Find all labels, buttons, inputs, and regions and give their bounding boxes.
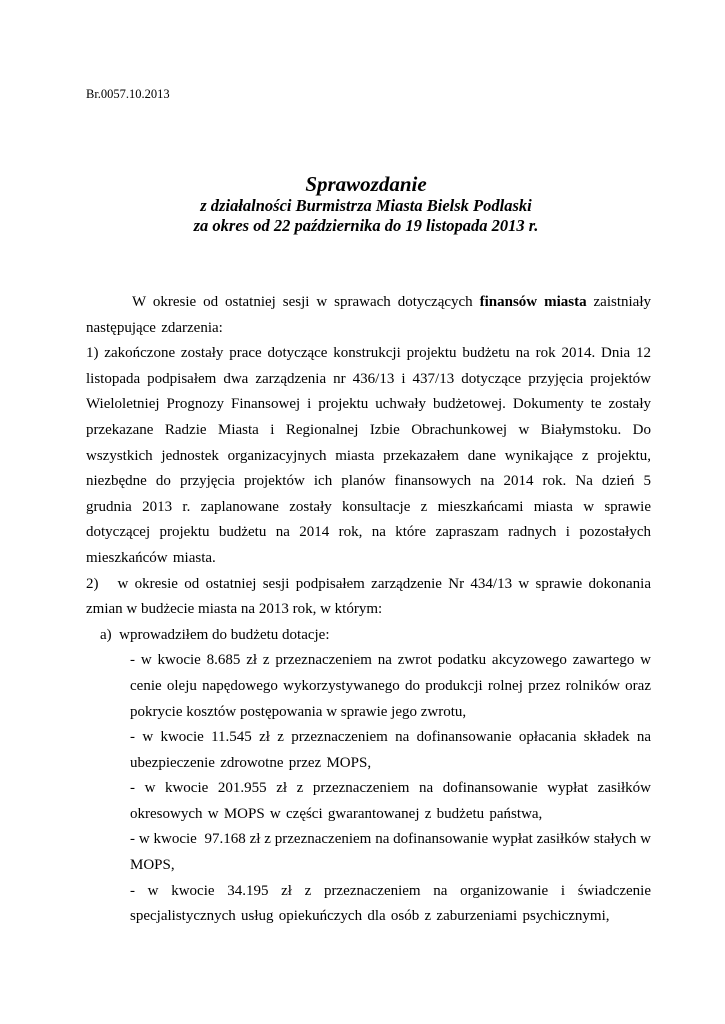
- sub-point-a: a) wprowadziłem do budżetu dotacje:: [100, 626, 330, 643]
- intro-text-before: W okresie od ostatniej sesji w sprawach dotyczących: [132, 294, 480, 310]
- document-subtitle-line1: z działalności Burmistrza Miasta Bielsk Podlaski: [200, 196, 532, 215]
- intro-bold-text: finansów miasta: [479, 294, 587, 310]
- grant-item: - w kwocie 201.955 zł z przeznaczeniem na dofinansowanie wypłat zasiłków okresowych w MOPS w części gwarantowanej z budżetu państwa,: [130, 780, 651, 822]
- document-title: Sprawozdanie: [305, 172, 427, 196]
- grant-item: - w kwocie 97.168 zł z przeznaczeniem na dofinansowanie wypłat zasiłków stałych w MOPS,: [130, 831, 651, 874]
- grant-item: - w kwocie 34.195 zł z przeznaczeniem na organizowanie i świadczenie specjalistycznych usług opiekuńczych dla osób z zaburzeniami psychicznymi,: [130, 882, 651, 925]
- intro-text-after: zaistniały następujące zdarzenia:: [86, 294, 651, 336]
- document-subtitle-line2: za okres od 22 października do 19 listopada 2013 r.: [193, 216, 539, 235]
- document-reference: Br.0057.10.2013: [86, 87, 170, 101]
- document-body: [86, 290, 651, 930]
- intro-paragraph: [86, 290, 651, 341]
- grant-item: - w kwocie 8.685 zł z przeznaczeniem na zwrot podatku akcyzowego zawartego w cenie oleju napędowego wykorzystywanego do produkcji rolnej przez rolników oraz pokrycie kosztów postępowania w sprawie jego zwrotu,: [130, 652, 651, 720]
- title-block: [86, 172, 646, 236]
- point-1-paragraph: 1) zakończone zostały prace dotyczące konstrukcji projektu budżetu na rok 2014. Dnia 12 listopada podpisałem dwa zarządzenia nr 436/13 i 437/13 dotyczące przyjęcia projektów Wieloletniej Prognozy Finansowej i projektu uchwały budżetowej. Dokumenty te zostały przekazane Radzie Miasta i Regionalnej Izbie Obrachunkowej w Białymstoku. Do wszystkich jednostek organizacyjnych miasta przekazałem dane wynikające z projektu, niezbędne do przyjęcia projektów ich planów finansowych na 2014 rok. Na dzień 5 grudnia 2013 r. zaplanowane zostały konsultacje z mieszkańcami miasta w sprawie dotyczącej projektu budżetu na 2014 rok, na które zapraszam radnych i pozostałych mieszkańców miasta.: [86, 345, 651, 566]
- point-2-paragraph: 2) w okresie od ostatniej sesji podpisałem zarządzenie Nr 434/13 w sprawie dokonania zmian w budżecie miasta na 2013 rok, w którym:: [86, 575, 651, 618]
- grant-item: - w kwocie 11.545 zł z przeznaczeniem na dofinansowanie opłacania składek na ubezpieczenie zdrowotne przez MOPS,: [130, 729, 651, 771]
